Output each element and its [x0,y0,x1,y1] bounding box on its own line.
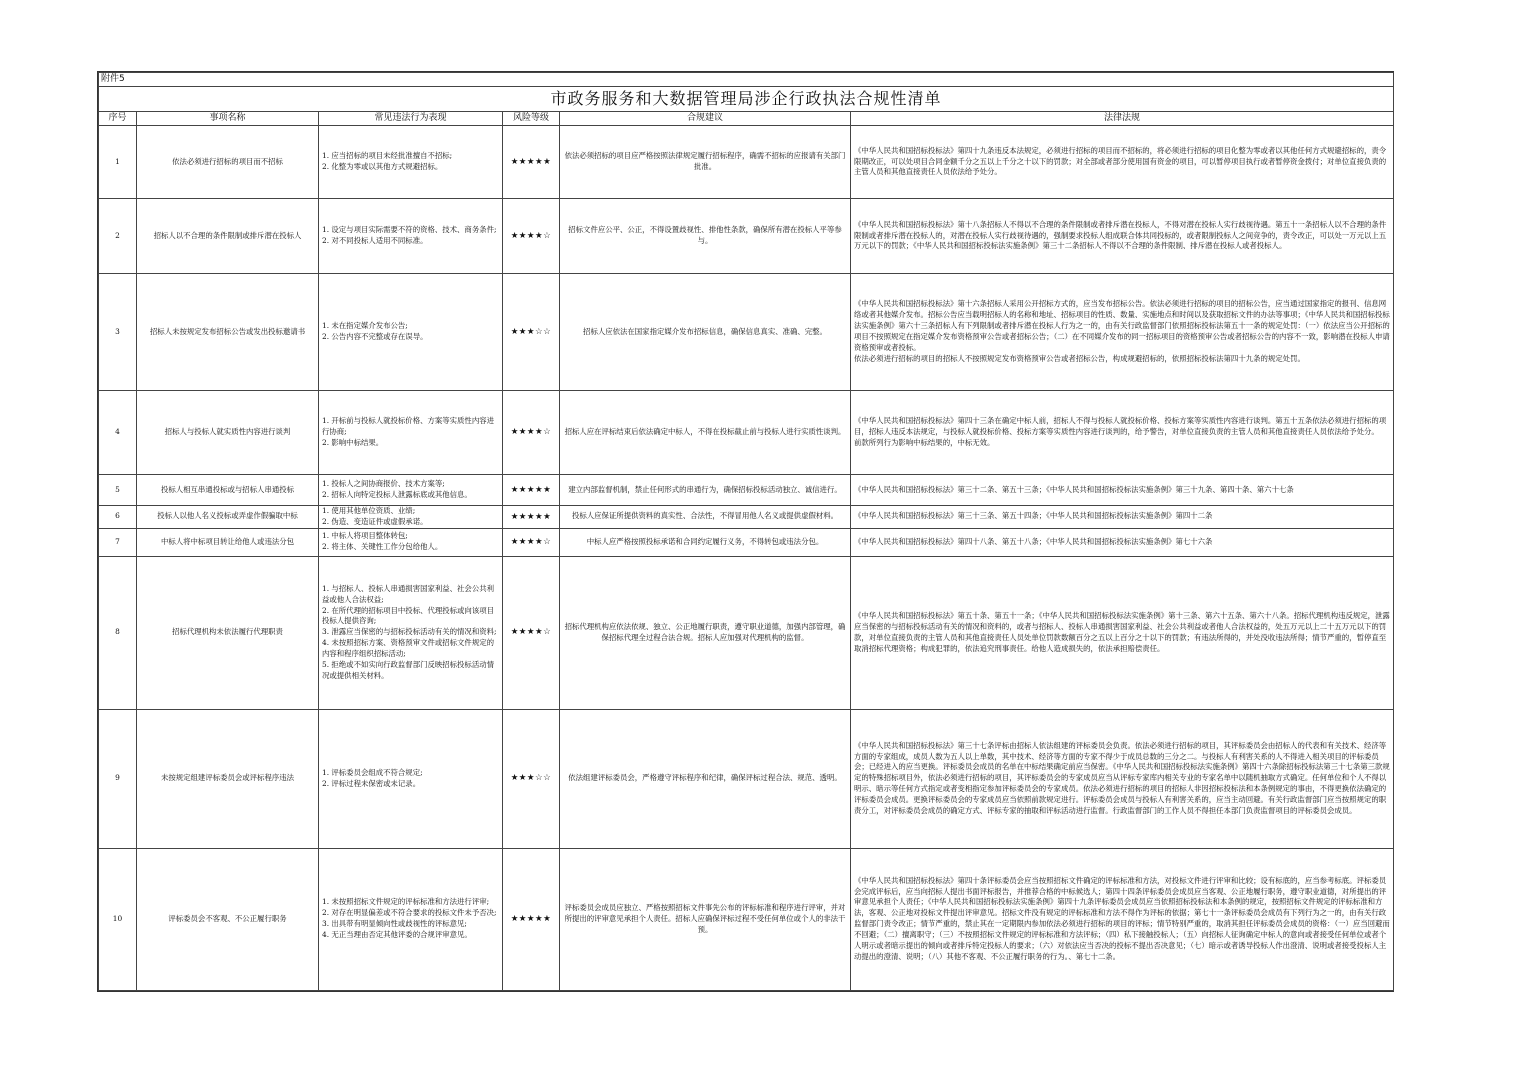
item-name: 招标人以不合理的条件限制或排斥潜在投标人 [137,198,319,273]
violation-behaviors [319,528,503,556]
behavior-line: 2. 将主体、关键性工作分包给他人。 [322,542,443,552]
compliance-advice: 依法组建评标委员会，严格遵守评标程序和纪律，确保评标过程合法、规范、透明。 [560,709,851,848]
compliance-advice: 投标人应保证所提供资料的真实性、合法性，不得冒用他人名义或提供虚假材料。 [560,505,851,528]
behavior-line: 3. 出具带有明显倾向性或歧视性的评标意见; [322,919,467,929]
row-index: 3 [99,273,137,390]
compliance-advice: 招标代理机构应依法依规、独立、公正地履行职责，遵守职业道德，加强内部管理，确保招标代理全过程合法合规。招标人应加强对代理机构的监督。 [560,556,851,709]
table-row [99,125,1394,198]
behavior-line: 1. 投标人之间协商报价、技术方案等; [322,479,445,489]
attachment-row [99,73,1394,87]
row-index: 7 [99,528,137,556]
table-row [99,390,1394,474]
row-index: 5 [99,474,137,505]
behavior-line: 5. 拒绝或不如实向行政监督部门反映招标投标活动情况或提供相关材料。 [322,659,494,680]
compliance-advice: 依法必须招标的项目应严格按照法律规定履行招标程序，确需不招标的应报请有关部门批准。 [560,125,851,198]
behavior-line: 1. 使用其他单位资质、业绩; [322,505,416,515]
risk-rating: ★★★★☆ [503,390,560,474]
table-row [99,709,1394,848]
behavior-line: 2. 伪造、变造证件或虚假承诺。 [322,516,428,526]
risk-rating: ★★★★★ [503,125,560,198]
compliance-advice: 招标人应依法在国家指定媒介发布招标信息，确保信息真实、准确、完整。 [560,273,851,390]
item-name: 投标人相互串通投标或与招标人串通投标 [137,474,319,505]
legal-basis: 《中华人民共和国招标投标法》第三十三条、第五十四条；《中华人民共和国招标投标法实施条例》第四十二条 [851,505,1394,528]
page-title: 市政务服务和大数据管理局涉企行政执法合规性清单 [99,87,1394,112]
compliance-advice: 招标文件应公平、公正，不得设置歧视性、排他性条款，确保所有潜在投标人平等参与。 [560,198,851,273]
header-index: 序号 [99,111,137,125]
behavior-line: 2. 化整为零或以其他方式规避招标。 [322,161,443,171]
title-row [99,87,1394,112]
row-index: 1 [99,125,137,198]
behavior-line: 3. 泄露应当保密的与招标投标活动有关的情况和资料; [322,627,497,637]
behavior-line: 1. 未在指定媒介发布公告; [322,321,408,331]
legal-basis: 《中华人民共和国招标投标法》第十八条招标人不得以不合理的条件限制或者排斥潜在投标人，不得对潜在投标人实行歧视待遇。第五十一条招标人以不合理的条件限制或者排斥潜在投标人的，对潜在投标人实行歧视待遇的，强制要求投标人组成联合体共同投标的，或者限制投标人之间竞争的，责令改正，可以处一万元以上五万元以下的罚款；《中华人民共和国招标投标法实施条例》第三十二条招标人不得以不合理的条件限制、排斥潜在投标人或者投标人。 [851,198,1394,273]
violation-behaviors [319,505,503,528]
behavior-line: 2. 招标人向特定投标人泄露标底或其他信息。 [322,489,472,499]
violation-behaviors [319,198,503,273]
compliance-sheet [97,71,1394,992]
violation-behaviors [319,709,503,848]
header-name: 事项名称 [137,111,319,125]
attachment-label: 附件5 [99,73,1394,87]
header-risk: 风险等级 [503,111,560,125]
item-name: 招标人与投标人就实质性内容进行谈判 [137,390,319,474]
header-row [99,111,1394,125]
table-row [99,848,1394,990]
header-law: 法律法规 [851,111,1394,125]
risk-rating: ★★★☆☆ [503,273,560,390]
compliance-table [98,72,1394,991]
behavior-line: 4. 未按照招标方案、资格预审文件或招标文件规定的内容和程序组织招标活动; [322,638,494,659]
row-index: 8 [99,556,137,709]
item-name: 未按规定组建评标委员会或评标程序违法 [137,709,319,848]
violation-behaviors [319,556,503,709]
behavior-line: 1. 设定与项目实际需要不符的资格、技术、商务条件; [322,225,497,235]
table-row [99,474,1394,505]
behavior-line: 1. 开标前与投标人就投标价格、方案等实质性内容进行协商; [322,416,494,437]
behavior-line: 1. 未按照招标文件规定的评标标准和方法进行评审; [322,897,490,907]
risk-rating: ★★★★☆ [503,556,560,709]
item-name: 投标人以他人名义投标或弄虚作假骗取中标 [137,505,319,528]
item-name: 依法必须进行招标的项目而不招标 [137,125,319,198]
violation-behaviors [319,390,503,474]
item-name: 中标人将中标项目转让给他人或违法分包 [137,528,319,556]
violation-behaviors [319,848,503,990]
item-name: 评标委员会不客观、不公正履行职务 [137,848,319,990]
behavior-line: 1. 应当招标的项目未经批准擅自不招标; [322,151,453,161]
compliance-advice: 建立内部监督机制，禁止任何形式的串通行为，确保招标投标活动独立、诚信进行。 [560,474,851,505]
item-name: 招标代理机构未依法履行代理职责 [137,556,319,709]
risk-rating: ★★★★★ [503,505,560,528]
risk-rating: ★★★☆☆ [503,709,560,848]
compliance-advice: 招标人应在评标结束后依法确定中标人，不得在投标截止前与投标人进行实质性谈判。 [560,390,851,474]
behavior-line: 4. 无正当理由否定其他评委的合规评审意见。 [322,930,472,940]
header-advice: 合规建议 [560,111,851,125]
table-row [99,505,1394,528]
table-row [99,273,1394,390]
behavior-line: 2. 对不同投标人适用不同标准。 [322,235,428,245]
item-name: 招标人未按规定发布招标公告或发出投标邀请书 [137,273,319,390]
row-index: 10 [99,848,137,990]
legal-basis: 《中华人民共和国招标投标法》第三十二条、第五十三条；《中华人民共和国招标投标法实施条例》第三十九条、第四十条、第六十七条 [851,474,1394,505]
risk-rating: ★★★★★ [503,474,560,505]
behavior-line: 2. 对存在明显偏差或不符合要求的投标文件未予否决; [322,908,497,918]
legal-basis: 《中华人民共和国招标投标法》第三十七条评标由招标人依法组建的评标委员会负责。依法必须进行招标的项目，其评标委员会由招标人的代表和有关技术、经济等方面的专家组成，成员人数为五人以上单数，其中技术、经济等方面的专家不得少于成员总数的三分之二。与投标人有利害关系的人不得进入相关项目的评标委员会；已经进入的应当更换。评标委员会成员的名单在中标结果确定前应当保密。《中华人民共和国招标投标法实施条例》第四十六条除招标投标法第三十七条第三款规定的特殊招标项目外，依法必须进行招标的项目，其评标委员会的专家成员应当从评标专家库内相关专业的专家名单中以随机抽取方式确定。任何单位和个人不得以明示、暗示等任何方式指定或者变相指定参加评标委员会的专家成员。依法必须进行招标的项目的招标人非因招标投标法和本条例规定的事由，不得更换依法确定的评标委员会成员。更换评标委员会的专家成员应当依照前款规定进行。评标委员会成员与投标人有利害关系的，应当主动回避。有关行政监督部门应当按照规定的职责分工，对评标委员会成员的确定方式、评标专家的抽取和评标活动进行监督。行政监督部门的工作人员不得担任本部门负责监督项目的评标委员会成员。 [851,709,1394,848]
risk-rating: ★★★★☆ [503,528,560,556]
legal-basis: 《中华人民共和国招标投标法》第四十八条、第五十八条；《中华人民共和国招标投标法实施条例》第七十六条 [851,528,1394,556]
legal-basis: 《中华人民共和国招标投标法》第四十条评标委员会应当按照招标文件确定的评标标准和方法，对投标文件进行评审和比较；设有标底的，应当参考标底。评标委员会完成评标后，应当向招标人提出书面评标报告，并推荐合格的中标候选人；第四十四条评标委员会成员应当客观、公正地履行职务，遵守职业道德，对所提出的评审意见承担个人责任；《中华人民共和国招标投标法实施条例》第四十九条评标委员会成员应当依照招标投标法和本条例的规定，按照招标文件规定的评标标准和方法，客观、公正地对投标文件提出评审意见。招标文件没有规定的评标标准和方法不得作为评标的依据；第七十一条评标委员会成员有下列行为之一的，由有关行政监督部门责令改正；情节严重的，禁止其在一定期限内参加依法必须进行招标的项目的评标；情节特别严重的，取消其担任评标委员会成员的资格：（一）应当回避而不回避；（二）擅离职守；（三）不按照招标文件规定的评标标准和方法评标；（四）私下接触投标人；（五）向招标人征询确定中标人的意向或者接受任何单位或者个人明示或者暗示提出的倾向或者排斥特定投标人的要求；（六）对依法应当否决的投标不提出否决意见；（七）暗示或者诱导投标人作出澄清、说明或者接受投标人主动提出的澄清、说明；（八）其他不客观、不公正履行职务的行为。、第七十二条。 [851,848,1394,990]
behavior-line: 1. 评标委员会组成不符合规定; [322,767,423,777]
behavior-line: 1. 中标人将项目整体转包; [322,531,408,541]
legal-basis: 《中华人民共和国招标投标法》第五十条、第五十一条；《中华人民共和国招标投标法实施条例》第十三条、第六十五条、第六十八条。招标代理机构违反规定，泄露应当保密的与招标投标活动有关的情况和资料的，或者与招标人、投标人串通损害国家利益、社会公共利益或者他人合法权益的，处五万元以上二十五万元以下的罚款，对单位直接负责的主管人员和其他直接责任人员处单位罚款数额百分之五以上百分之十以下的罚款；有违法所得的，并处没收违法所得；情节严重的，暂停直至取消招标代理资格；构成犯罪的，依法追究刑事责任。给他人造成损失的，依法承担赔偿责任。 [851,556,1394,709]
table-row [99,198,1394,273]
behavior-line: 2. 评标过程未保密或未记录。 [322,778,421,788]
row-index: 2 [99,198,137,273]
risk-rating: ★★★★★ [503,848,560,990]
compliance-advice: 评标委员会成员应独立、严格按照招标文件事先公布的评标标准和程序进行评审，并对所提出的评审意见承担个人责任。招标人应确保评标过程不受任何单位或个人的非法干预。 [560,848,851,990]
behavior-line: 2. 在所代理的招标项目中投标、代理投标或向该项目投标人提供咨询; [322,605,494,626]
legal-basis: 《中华人民共和国招标投标法》第四十三条在确定中标人前，招标人不得与投标人就投标价格、投标方案等实质性内容进行谈判。第五十五条依法必须进行招标的项目，招标人违反本法规定，与投标人就投标价格、投标方案等实质性内容进行谈判的，给予警告，对单位直接负责的主管人员和其他直接责任人员依法给予处分。 前款所列行为影响中标结果的，中标无效。 [851,390,1394,474]
table-row [99,556,1394,709]
compliance-advice: 中标人应严格按照投标承诺和合同约定履行义务，不得转包或违法分包。 [560,528,851,556]
header-behaviors: 常见违法行为表现 [319,111,503,125]
behavior-line: 2. 公告内容不完整或存在误导。 [322,331,428,341]
risk-rating: ★★★★☆ [503,198,560,273]
behavior-line: 1. 与招标人、投标人串通损害国家利益、社会公共利益或他人合法权益; [322,583,494,604]
row-index: 9 [99,709,137,848]
row-index: 4 [99,390,137,474]
violation-behaviors [319,474,503,505]
legal-basis: 《中华人民共和国招标投标法》第十六条招标人采用公开招标方式的，应当发布招标公告。依法必须进行招标的项目的招标公告，应当通过国家指定的报刊、信息网络或者其他媒介发布。招标公告应当载明招标人的名称和地址、招标项目的性质、数量、实施地点和时间以及获取招标文件的办法等事项；《中华人民共和国招标投标法实施条例》第六十三条招标人有下列限制或者排斥潜在投标人行为之一的，由有关行政监督部门依照招标投标法第五十一条的规定处罚：（一）依法应当公开招标的项目不按照规定在指定媒介发布资格预审公告或者招标公告；（二）在不同媒介发布的同一招标项目的资格预审公告或者招标公告的内容不一致，影响潜在投标人申请资格预审或者投标。 依法必须进行招标的项目的招标人不按照规定发布资格预审公告或者招标公告，构成规避招标的，依照招标投标法第四十九条的规定处罚。 [851,273,1394,390]
violation-behaviors [319,125,503,198]
table-row [99,528,1394,556]
behavior-line: 2. 影响中标结果。 [322,437,384,447]
row-index: 6 [99,505,137,528]
legal-basis: 《中华人民共和国招标投标法》第四十九条违反本法规定，必须进行招标的项目而不招标的，将必须进行招标的项目化整为零或者以其他任何方式规避招标的，责令限期改正，可以处项目合同金额千分之五以上千分之十以下的罚款；对全部或者部分使用国有资金的项目，可以暂停项目执行或者暂停资金拨付；对单位直接负责的主管人员和其他直接责任人员依法给予处分。 [851,125,1394,198]
violation-behaviors [319,273,503,390]
